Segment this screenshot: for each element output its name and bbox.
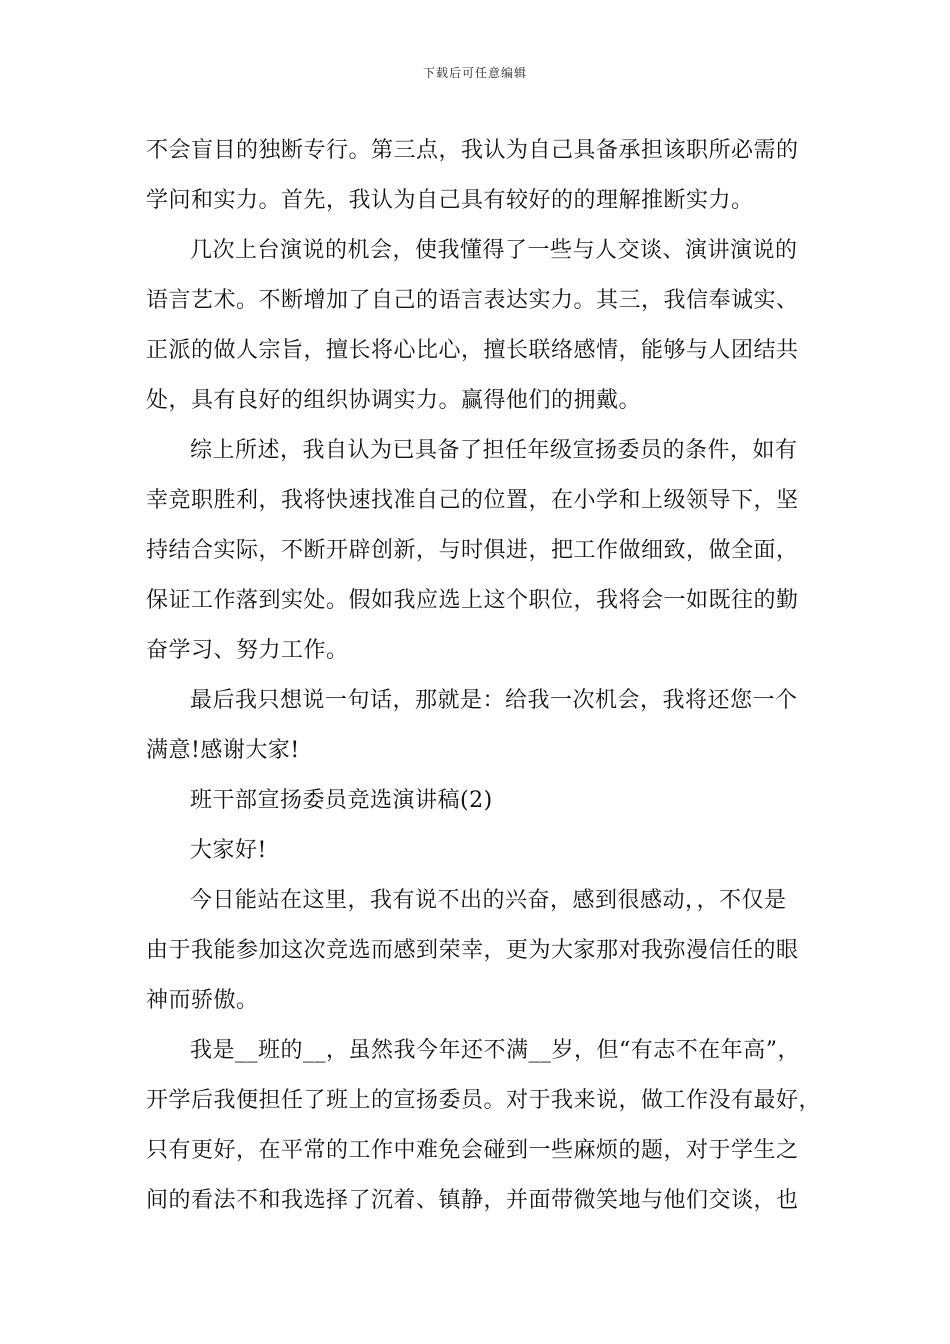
text-line: 几次上台演说的机会，使我懂得了一些与人交谈、演讲演说的 (190, 238, 798, 263)
text-line: 学问和实力。首先，我认为自己具有较好的的理解推断实力。 (146, 188, 754, 213)
text-line: 只有更好，在平常的工作中难免会碰到一些麻烦的题，对于学生之 (146, 1138, 799, 1163)
text-line: 我是__班的__，虽然我今年还不满__岁，但“有志不在年高”， (190, 1038, 800, 1063)
text-line: 正派的做人宗旨，擅长将心比心，擅长联络感情，能够与人团结共 (146, 338, 799, 363)
text-line: 神而骄傲。 (146, 988, 259, 1013)
text-line: 班干部宣扬委员竞选演讲稿(2) (190, 788, 493, 813)
text-line: 持结合实际，不断开辟创新，与时俱进，把工作做细致，做全面， (146, 538, 799, 563)
text-line: 间的看法不和我选择了沉着、镇静，并面带微笑地与他们交谈，也 (146, 1188, 799, 1213)
text-line: 开学后我便担任了班上的宣扬委员。对于我来说，做工作没有最好， (146, 1088, 822, 1113)
text-line: 奋学习、努力工作。 (146, 638, 349, 663)
page-header: 下载后可任意编辑 (422, 66, 527, 80)
text-line: 满意!感谢大家! (146, 738, 300, 763)
text-line: 幸竞职胜利，我将快速找准自己的位置，在小学和上级领导下，坚 (146, 488, 799, 513)
text-line: 处，具有良好的组织协调实力。赢得他们的拥戴。 (146, 388, 642, 413)
text-line: 大家好! (190, 838, 267, 863)
document-body (146, 126, 822, 1226)
text-line: 综上所述，我自认为已具备了担任年级宣扬委员的条件，如有 (190, 438, 798, 463)
text-line: 今日能站在这里，我有说不出的兴奋，感到很感动，，不仅是 (190, 888, 787, 913)
text-line: 保证工作落到实处。假如我应选上这个职位，我将会一如既往的勤 (146, 588, 799, 613)
text-line: 由于我能参加这次竞选而感到荣幸，更为大家那对我弥漫信任的眼 (146, 938, 799, 963)
text-line: 语言艺术。不断增加了自己的语言表达实力。其三，我信奉诚实、 (146, 288, 799, 313)
text-line: 不会盲目的独断专行。第三点，我认为自己具备承担该职所必需的 (146, 138, 799, 163)
text-line: 最后我只想说一句话，那就是：给我一次机会，我将还您一个 (190, 688, 798, 713)
